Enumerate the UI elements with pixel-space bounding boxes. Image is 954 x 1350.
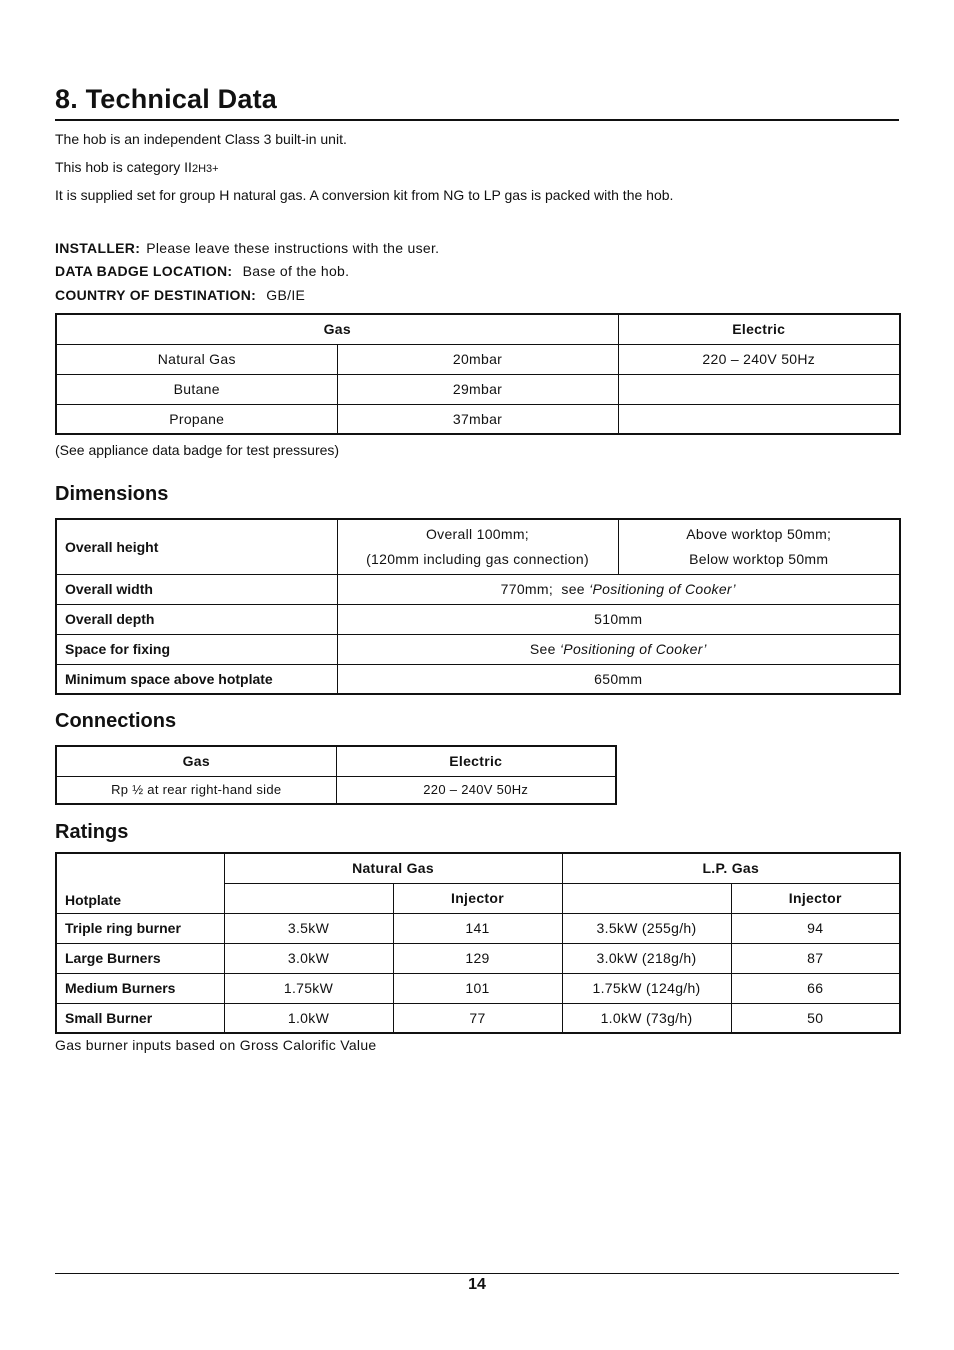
- table-row: [56, 634, 900, 664]
- ratings-note: Gas burner inputs based on Gross Calorific Value: [55, 1037, 377, 1053]
- dim-height-above: Above worktop 50mm;: [686, 525, 832, 542]
- dim-height-worktop: [618, 519, 900, 574]
- intro-category-sub: 2H3+: [191, 163, 219, 175]
- ratings-heading: Ratings: [55, 821, 129, 843]
- dim-depth-label: Overall depth: [56, 604, 337, 634]
- ratings-burner-name: Medium Burners: [56, 973, 224, 1003]
- table-cell: Propane: [56, 404, 337, 434]
- table-cell: 37mbar: [337, 404, 618, 434]
- page-title: 8. Technical Data: [55, 84, 899, 121]
- table-cell: Butane: [56, 374, 337, 404]
- dim-fixing-label: Space for fixing: [56, 634, 337, 664]
- table-row: [56, 664, 900, 694]
- intro-category-text: [55, 159, 219, 175]
- table-cell: 3.5kW (255g/h): [562, 913, 731, 943]
- intro-category-prefix: This hob is category II: [55, 159, 192, 175]
- intro-class-text: The hob is an independent Class 3 built-in unit.: [55, 131, 347, 147]
- badge-label: DATA BADGE LOCATION:: [55, 263, 233, 279]
- table-row: [56, 943, 900, 973]
- intro-supply-text: It is supplied set for group H natural gas. A conversion kit from NG to LP gas is packed with the hob.: [55, 187, 674, 203]
- installer-text: Please leave these instructions with the user.: [146, 240, 440, 256]
- ratings-ng-power-header: [224, 883, 393, 913]
- table-cell: 29mbar: [337, 374, 618, 404]
- ratings-lp-power-header: [562, 883, 731, 913]
- country-line: [55, 287, 305, 303]
- dim-height-overall-line2: (120mm including gas connection): [366, 550, 589, 567]
- dim-width-value: [337, 574, 900, 604]
- table-row: [56, 344, 900, 374]
- dim-width-label: Overall width: [56, 574, 337, 604]
- dim-height-overall-line1: Overall 100mm;: [425, 525, 529, 542]
- table-row: [56, 913, 900, 943]
- country-label: COUNTRY OF DESTINATION:: [55, 287, 257, 303]
- page-number: 14: [468, 1276, 486, 1293]
- supply-note: (See appliance data badge for test pressures): [55, 442, 340, 458]
- dim-width-ref: ‘Positioning of Cooker’: [589, 581, 736, 597]
- dimensions-table: [55, 518, 901, 695]
- table-row: [56, 404, 900, 434]
- table-cell: 66: [731, 973, 900, 1003]
- badge-line: [55, 263, 349, 279]
- table-row: [56, 519, 900, 574]
- dim-min-value: 650mm: [337, 664, 900, 694]
- country-text: GB/IE: [266, 287, 306, 303]
- ratings-lp-injector-header: Injector: [731, 883, 900, 913]
- table-cell: 77: [393, 1003, 562, 1033]
- table-cell: [618, 404, 900, 434]
- installer-line: [55, 240, 439, 256]
- table-row: [56, 776, 616, 804]
- connections-table: [55, 745, 617, 805]
- table-cell: [618, 374, 900, 404]
- dim-height-label: Overall height: [56, 519, 337, 574]
- dim-fixing-prefix: See: [529, 641, 560, 657]
- table-row: [56, 746, 616, 776]
- dim-fixing-ref: ‘Positioning of Cooker’: [559, 641, 707, 657]
- table-cell: 1.75kW: [224, 973, 393, 1003]
- dim-depth-value: 510mm: [337, 604, 900, 634]
- dimensions-heading: Dimensions: [55, 483, 169, 505]
- supply-header-electric: Electric: [618, 314, 900, 344]
- dim-min-label: Minimum space above hotplate: [56, 664, 337, 694]
- conn-gas-value: Rp ½ at rear right-hand side: [56, 776, 336, 804]
- dim-width-prefix: 770mm; see: [500, 581, 590, 597]
- badge-text: Base of the hob.: [242, 263, 350, 279]
- table-cell: 1.0kW: [224, 1003, 393, 1033]
- table-cell: 50: [731, 1003, 900, 1033]
- dim-fixing-value: [337, 634, 900, 664]
- table-row: [56, 973, 900, 1003]
- table-cell: 141: [393, 913, 562, 943]
- dim-height-below: Below worktop 50mm: [689, 550, 829, 567]
- ratings-group-lp: L.P. Gas: [562, 853, 900, 883]
- ratings-burner-name: Small Burner: [56, 1003, 224, 1033]
- table-row: [56, 314, 900, 344]
- table-row: [56, 574, 900, 604]
- table-cell: 101: [393, 973, 562, 1003]
- ratings-table: [55, 852, 901, 1034]
- table-cell: Natural Gas: [56, 344, 337, 374]
- conn-header-electric: Electric: [336, 746, 616, 776]
- table-cell: 20mbar: [337, 344, 618, 374]
- table-row: [56, 374, 900, 404]
- conn-header-gas: Gas: [56, 746, 336, 776]
- table-cell: 87: [731, 943, 900, 973]
- ratings-hotplate-header: Hotplate: [56, 853, 224, 913]
- table-cell: 1.0kW (73g/h): [562, 1003, 731, 1033]
- installer-label: INSTALLER:: [55, 240, 141, 256]
- footer-divider: [55, 1273, 899, 1274]
- ratings-ng-injector-header: Injector: [393, 883, 562, 913]
- table-cell: 3.5kW: [224, 913, 393, 943]
- table-row: [56, 853, 900, 883]
- supply-header-gas: Gas: [56, 314, 618, 344]
- ratings-burner-name: Large Burners: [56, 943, 224, 973]
- supply-table: [55, 313, 901, 435]
- connections-heading: Connections: [55, 710, 177, 732]
- table-cell: 94: [731, 913, 900, 943]
- table-cell: 3.0kW: [224, 943, 393, 973]
- table-cell: 1.75kW (124g/h): [562, 973, 731, 1003]
- dim-height-overall: [337, 519, 618, 574]
- ratings-burner-name: Triple ring burner: [56, 913, 224, 943]
- table-cell: 129: [393, 943, 562, 973]
- table-cell: 3.0kW (218g/h): [562, 943, 731, 973]
- table-cell: 220 – 240V 50Hz: [618, 344, 900, 374]
- table-row: [56, 1003, 900, 1033]
- ratings-group-ng: Natural Gas: [224, 853, 562, 883]
- conn-electric-value: 220 – 240V 50Hz: [336, 776, 616, 804]
- table-row: [56, 604, 900, 634]
